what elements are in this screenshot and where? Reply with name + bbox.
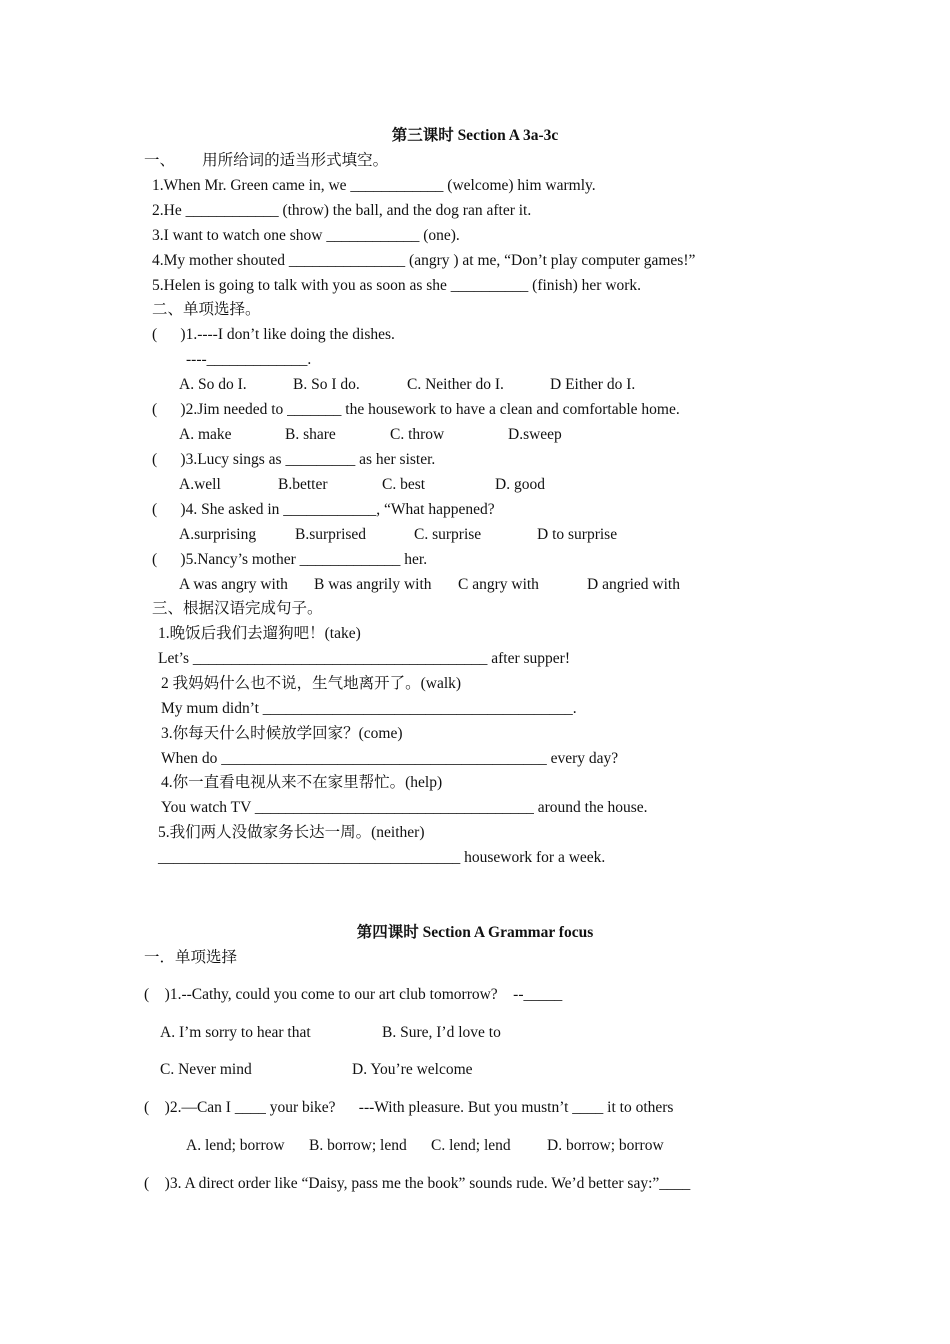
lesson4-q1-option-b: B. Sure, I’d love to bbox=[382, 1024, 501, 1041]
part1-heading: 一、 用所给词的适当形式填空。 bbox=[144, 152, 389, 169]
part2-q3-option-b: B.better bbox=[278, 476, 328, 493]
part2-q1-option-d: D Either do I. bbox=[550, 376, 636, 393]
part3-item-3-en: When do __________________________________________ every day? bbox=[161, 750, 619, 767]
part2-q5-option-d: D angried with bbox=[587, 576, 680, 593]
part2-q2-option-a: A. make bbox=[179, 426, 232, 443]
lesson4-q1: ( )1.--Cathy, could you come to our art club tomorrow? --_____ bbox=[144, 986, 563, 1003]
lesson4-q2-option-a: A. lend; borrow bbox=[186, 1137, 285, 1154]
part3-item-1-cn: 1.晚饭后我们去遛狗吧！(take) bbox=[158, 625, 361, 642]
part2-q4-option-b: B.surprised bbox=[295, 526, 367, 543]
part2-q5: ( )5.Nancy’s mother _____________ her. bbox=[152, 551, 428, 568]
part1-item-5: 5.Helen is going to talk with you as soon as she __________ (finish) her work. bbox=[152, 277, 642, 294]
lesson4-q2-option-b: B. borrow; lend bbox=[309, 1137, 407, 1154]
part2-q4-option-c: C. surprise bbox=[414, 526, 482, 543]
part2-q3-option-d: D. good bbox=[495, 476, 545, 493]
lesson4-title: 第四课时 Section A Grammar focus bbox=[356, 924, 594, 941]
part2-q2: ( )2.Jim needed to _______ the housework to have a clean and comfortable home. bbox=[152, 401, 680, 418]
part2-q5-option-b: B was angrily with bbox=[314, 576, 432, 593]
part3-item-2-cn: 2 我妈妈什么也不说，生气地离开了。(walk) bbox=[161, 675, 462, 692]
part2-q1-answer: ----_____________. bbox=[186, 351, 312, 368]
part3-item-3-cn: 3.你每天什么时候放学回家？(come) bbox=[161, 725, 403, 742]
lesson4-q1-option-a: A. I’m sorry to hear that bbox=[160, 1024, 311, 1041]
part3-item-2-en: My mum didn’t ________________________________________. bbox=[161, 700, 577, 717]
part2-q2-option-d: D.sweep bbox=[508, 426, 562, 443]
part3-item-4-cn: 4.你一直看电视从来不在家里帮忙。(help) bbox=[161, 774, 443, 791]
part2-q3: ( )3.Lucy sings as _________ as her sister. bbox=[152, 451, 436, 468]
lesson4-q1-option-c: C. Never mind bbox=[160, 1061, 252, 1078]
part2-q2-option-b: B. share bbox=[285, 426, 336, 443]
part2-q1-option-b: B. So I do. bbox=[293, 376, 360, 393]
part2-q5-option-c: C angry with bbox=[458, 576, 539, 593]
part2-q4-option-d: D to surprise bbox=[537, 526, 618, 543]
part1-item-3: 3.I want to watch one show ____________ (one). bbox=[152, 227, 460, 244]
part3-item-5-cn: 5.我们两人没做家务长达一周。(neither) bbox=[158, 824, 425, 841]
part3-item-5-en: _______________________________________ housework for a week. bbox=[158, 849, 606, 866]
lesson4-q3: ( )3. A direct order like “Daisy, pass me the book” sounds rude. We’d better say:”____ bbox=[144, 1175, 691, 1192]
part2-q5-option-a: A was angry with bbox=[179, 576, 288, 593]
part2-q2-option-c: C. throw bbox=[390, 426, 445, 443]
part3-item-4-en: You watch TV ____________________________________ around the house. bbox=[161, 799, 648, 816]
part2-q4: ( )4. She asked in ____________, “What happened? bbox=[152, 501, 495, 518]
part1-item-2: 2.He ____________ (throw) the ball, and the dog ran after it. bbox=[152, 202, 532, 219]
lesson4-q2-option-c: C. lend; lend bbox=[431, 1137, 511, 1154]
part1-item-1: 1.When Mr. Green came in, we ____________ (welcome) him warmly. bbox=[152, 177, 596, 194]
lesson3-title: 第三课时 Section A 3a-3c bbox=[391, 127, 559, 144]
part3-heading: 三、根据汉语完成句子。 bbox=[152, 600, 323, 617]
part2-q1-option-a: A. So do I. bbox=[179, 376, 247, 393]
part1-item-4: 4.My mother shouted _______________ (angry ) at me, “Don’t play computer games!” bbox=[152, 252, 696, 269]
part2-heading: 二、单项选择。 bbox=[152, 301, 261, 318]
part2-q3-option-c: C. best bbox=[382, 476, 426, 493]
lesson4-q2: ( )2.—Can I ____ your bike? ---With pleasure. But you mustn’t ____ it to others bbox=[144, 1099, 674, 1116]
lesson4-q2-option-d: D. borrow; borrow bbox=[547, 1137, 664, 1154]
part3-item-1-en: Let’s ______________________________________ after supper! bbox=[158, 650, 570, 667]
part2-q1-option-c: C. Neither do I. bbox=[407, 376, 504, 393]
lesson4-q1-option-d: D. You’re welcome bbox=[352, 1061, 473, 1078]
part2-q1: ( )1.----I don’t like doing the dishes. bbox=[152, 326, 395, 343]
part2-q3-option-a: A.well bbox=[179, 476, 221, 493]
part2-q4-option-a: A.surprising bbox=[179, 526, 257, 543]
lesson4-heading: 一．单项选择 bbox=[144, 949, 238, 966]
